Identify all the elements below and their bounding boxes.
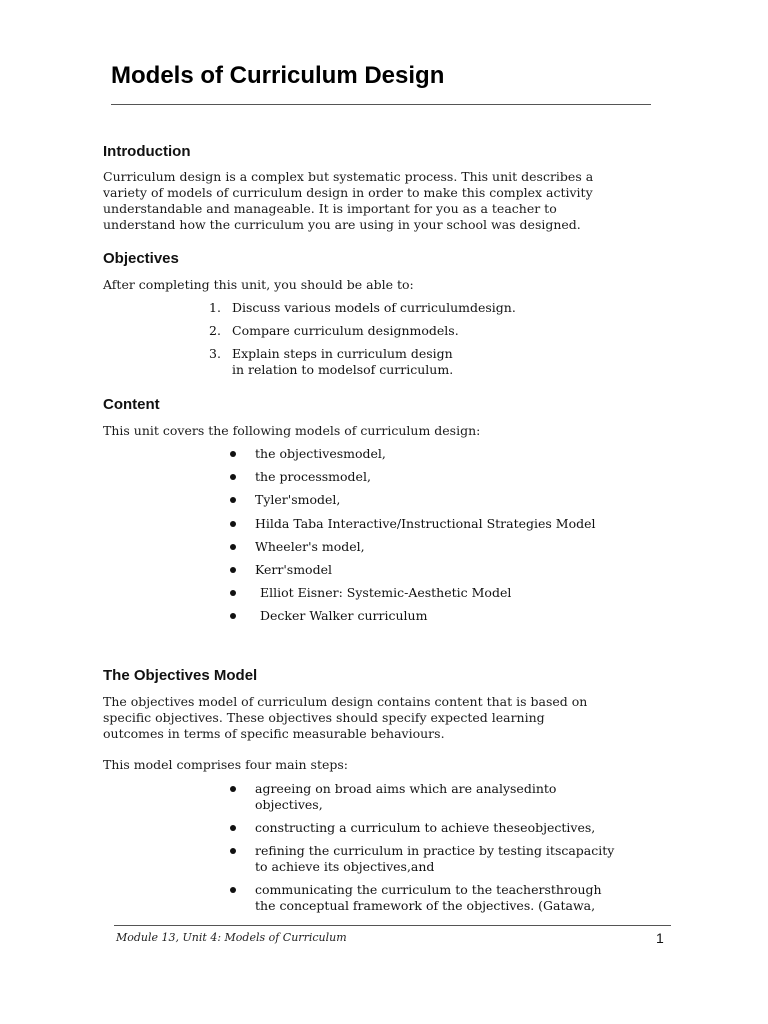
list-item	[209, 323, 669, 339]
introduction-heading: Introduction	[103, 143, 191, 160]
introduction-line: understandable and manageable. It is important for you as a teacher to	[103, 201, 557, 216]
content-intro: This unit covers the following models of curriculum design:	[103, 423, 481, 438]
objectives-heading: Objectives	[103, 250, 179, 267]
list-item: the processmodel,	[228, 469, 668, 485]
list-item: communicating the curriculum to the teachersthrough the conceptual framework of the objectives. (Gatawa,	[228, 882, 648, 914]
title-underline	[111, 104, 651, 105]
objectives-model-paragraph	[103, 694, 663, 742]
list-item: Wheeler's model,	[228, 539, 668, 555]
introduction-line: Curriculum design is a complex but systematic process. This unit describes a	[103, 169, 594, 184]
item-number: 1.	[209, 300, 221, 315]
list-item: refining the curriculum in practice by testing itscapacity to achieve its objectives,and	[228, 843, 648, 875]
list-item: Kerr'smodel	[228, 562, 668, 578]
item-number: 3.	[209, 346, 221, 361]
item-text: Discuss various models of curriculumdesign.	[232, 300, 516, 315]
content-list	[228, 446, 668, 632]
list-item	[209, 300, 669, 316]
introduction-paragraph	[103, 169, 663, 233]
objectives-model-line: The objectives model of curriculum design contains content that is based on	[103, 694, 588, 709]
list-item: Hilda Taba Interactive/Instructional Strategies Model	[228, 516, 668, 532]
introduction-line: understand how the curriculum you are using in your school was designed.	[103, 217, 581, 232]
item-text: Compare curriculum designmodels.	[232, 323, 459, 338]
objectives-model-heading: The Objectives Model	[103, 667, 258, 684]
steps-list	[228, 781, 648, 921]
introduction-line: variety of models of curriculum design in order to make this complex activity	[103, 185, 593, 200]
objectives-model-line: specific objectives. These objectives should specify expected learning	[103, 710, 545, 725]
content-heading: Content	[103, 396, 160, 413]
objectives-list	[209, 300, 669, 385]
list-item: Tyler'smodel,	[228, 492, 668, 508]
list-item: constructing a curriculum to achieve theseobjectives,	[228, 820, 648, 836]
footer-rule	[114, 925, 671, 926]
list-item: Decker Walker curriculum	[228, 608, 668, 624]
objectives-model-line: outcomes in terms of specific measurable behaviours.	[103, 726, 445, 741]
list-item: Elliot Eisner: Systemic-Aesthetic Model	[228, 585, 668, 601]
item-number: 2.	[209, 323, 221, 338]
page-number: 1	[656, 930, 664, 946]
list-item: agreeing on broad aims which are analysedinto objectives,	[228, 781, 648, 813]
item-text: Explain steps in curriculum design in relation to modelsof curriculum.	[232, 346, 454, 377]
list-item: the objectivesmodel,	[228, 446, 668, 462]
page-title: Models of Curriculum Design	[111, 62, 445, 89]
list-item	[209, 346, 669, 378]
steps-intro: This model comprises four main steps:	[103, 757, 349, 772]
footer-module-label: Module 13, Unit 4: Models of Curriculum	[116, 931, 347, 944]
objectives-intro: After completing this unit, you should be able to:	[103, 277, 414, 292]
